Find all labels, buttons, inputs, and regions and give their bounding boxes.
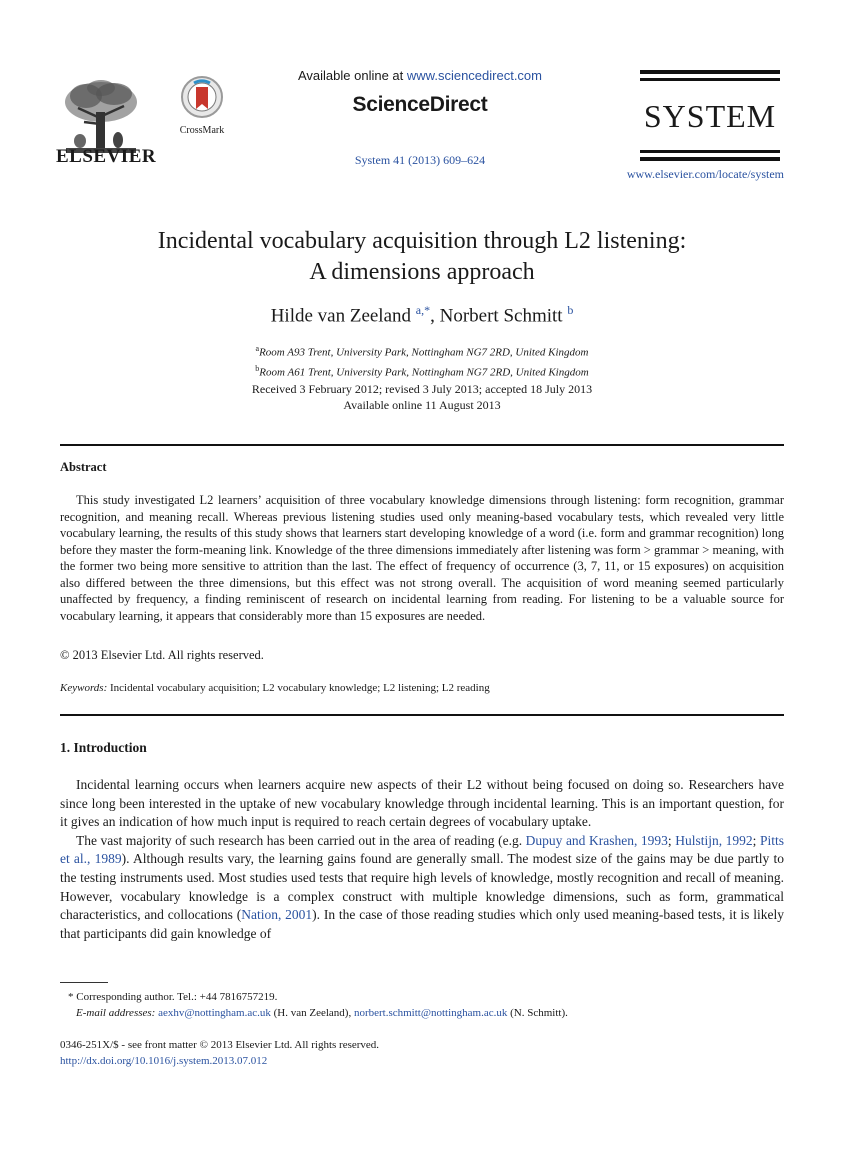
journal-rule-top-2	[640, 78, 780, 81]
email-link-1[interactable]: aexhv@nottingham.ac.uk	[158, 1007, 271, 1019]
intro-paragraph-2	[60, 832, 784, 944]
journal-reference[interactable]: System 41 (2013) 609–624	[354, 153, 486, 167]
author-2-affil-mark[interactable]: b	[567, 303, 574, 317]
corresponding-author-note: * Corresponding author. Tel.: +44 7816757219.	[68, 991, 278, 1003]
title-line-2: A dimensions approach	[309, 259, 535, 285]
journal-rule-bottom-2	[640, 157, 780, 161]
author-separator: ,	[430, 305, 440, 327]
affiliations	[60, 341, 784, 380]
keywords-list: Incidental vocabulary acquisition; L2 vocabulary knowledge; L2 listening; L2 reading	[107, 682, 490, 694]
introduction-body	[60, 776, 784, 943]
abstract-bottom-rule	[60, 714, 784, 716]
keywords	[60, 682, 784, 694]
author-1-affil-mark[interactable]: a,*	[415, 303, 431, 317]
abstract-heading: Abstract	[60, 460, 107, 474]
author-2: Norbert Schmitt	[439, 305, 568, 327]
abstract-top-rule	[60, 444, 784, 446]
section-heading-introduction: 1. Introduction	[60, 740, 147, 755]
sciencedirect-logo: ScienceDirect	[352, 93, 488, 116]
affiliation-a-text: Room A93 Trent, University Park, Nottingham NG7 2RD, United Kingdom	[259, 346, 589, 359]
journal-rule-bottom-1	[640, 150, 780, 153]
email-note	[60, 1005, 784, 1021]
affiliation-b	[60, 361, 784, 381]
crossmark-icon	[180, 75, 224, 119]
available-online	[250, 68, 590, 83]
abstract-copyright: © 2013 Elsevier Ltd. All rights reserved.	[60, 648, 264, 662]
email-label: E-mail addresses:	[76, 1007, 156, 1019]
email-link-2[interactable]: norbert.schmitt@nottingham.ac.uk	[353, 1007, 508, 1019]
citation-separator-1: ;	[667, 832, 676, 848]
footnote-rule	[60, 982, 108, 983]
affiliation-a	[60, 341, 784, 361]
title-line-1: Incidental vocabulary acquisition through L2 listening:	[157, 228, 687, 254]
keywords-label: Keywords:	[60, 682, 108, 694]
issn-line: 0346-251X/$ - see front matter © 2013 Elsevier Ltd. All rights reserved.	[60, 1039, 380, 1051]
intro-p2-text-c: ). In the case of those reading studies which only used meaning-based tests, it is likely that participants did gain knowledge of	[60, 907, 784, 941]
intro-p2-text-a: The vast majority of such research has been carried out in the area of reading (e.g.	[76, 832, 526, 848]
available-online-text: Available online at	[297, 68, 407, 83]
crossmark-badge[interactable]	[176, 75, 228, 136]
front-matter	[60, 1037, 379, 1069]
citation-separator-2: ;	[752, 832, 760, 848]
intro-p2-text-b: ). Although results vary, the learning gains found are generally small. The modest size of the gains may be due partly to the testing instruments used. Most studies used tests that require high levels of knowledge, mostly recognition and recall of meaning. However, vocabulary knowledge is a complex construct with multiple knowledge dimensions, such as form, grammatical characteristics, and collocations (	[60, 851, 784, 923]
doi-link[interactable]: http://dx.doi.org/10.1016/j.system.2013.07.012	[60, 1055, 268, 1067]
dates-received: Received 3 February 2012; revised 3 July 2013; accepted 18 July 2013	[251, 382, 593, 396]
sciencedirect-link[interactable]: www.sciencedirect.com	[406, 68, 542, 83]
email-name-2: (N. Schmitt).	[507, 1007, 568, 1019]
crossmark-label: CrossMark	[179, 125, 225, 136]
article-history	[60, 381, 784, 413]
affiliation-b-text: Room A61 Trent, University Park, Nottingham NG7 2RD, United Kingdom	[259, 366, 589, 379]
journal-rule-top-1	[640, 70, 780, 74]
intro-paragraph-1: Incidental learning occurs when learners acquire new aspects of their L2 without being focused on doing so. Researchers have since long been interested in the uptake of new vocabulary knowledge through incidental learning. This is an important question, for it gives an indication of how much input is required to reach certain degrees of vocabulary uptake.	[60, 777, 784, 830]
affiliation-b-mark: b	[255, 363, 260, 373]
publisher-name: ELSEVIER	[56, 146, 157, 167]
abstract-text: This study investigated L2 learners’ acquisition of three vocabulary knowledge dimensions through listening: form recognition, grammar recognition, and meaning recall. Whereas previous listening studies used only meaning-based vocabulary tests, which revealed very little vocabulary learning, the results of this study shows that learners start developing knowledge of a word (i.e. form and grammar recognition) long before they master the form-meaning link. Knowledge of the three dimensions immediately after listening was form > grammar > meaning, with the former two being more sensitive to attrition than the last. The effect of frequency of occurrence (3, 7, 11, or 15 exposures) on acquisition also differed between the three dimensions, but this effect was not strong overall. The acquisition of word meaning seemed particularly unaffected by frequency, a finding reminiscent of research on incidental learning from reading. For listening to be a valuable source for vocabulary learning, it appears that considerably more than 15 exposures are needed.	[60, 493, 784, 623]
article-title	[60, 226, 784, 288]
abstract-body	[60, 492, 784, 624]
dates-available: Available online 11 August 2013	[343, 398, 501, 412]
email-name-1: (H. van Zeeland),	[270, 1007, 354, 1019]
footnotes	[60, 989, 784, 1021]
citation-nation[interactable]: Nation, 2001	[241, 907, 313, 923]
author-list	[60, 303, 784, 327]
author-1: Hilde van Zeeland	[270, 305, 416, 327]
citation-pitts[interactable]: Pitts et al., 1989	[60, 832, 784, 867]
journal-url-link[interactable]: www.elsevier.com/locate/system	[626, 167, 784, 181]
journal-name: SYSTEM	[643, 98, 777, 134]
citation-hulstijn[interactable]: Hulstijn, 1992	[675, 832, 753, 848]
citation-dupuy-krashen[interactable]: Dupuy and Krashen, 1993	[525, 832, 668, 848]
affiliation-a-mark: a	[255, 344, 260, 353]
